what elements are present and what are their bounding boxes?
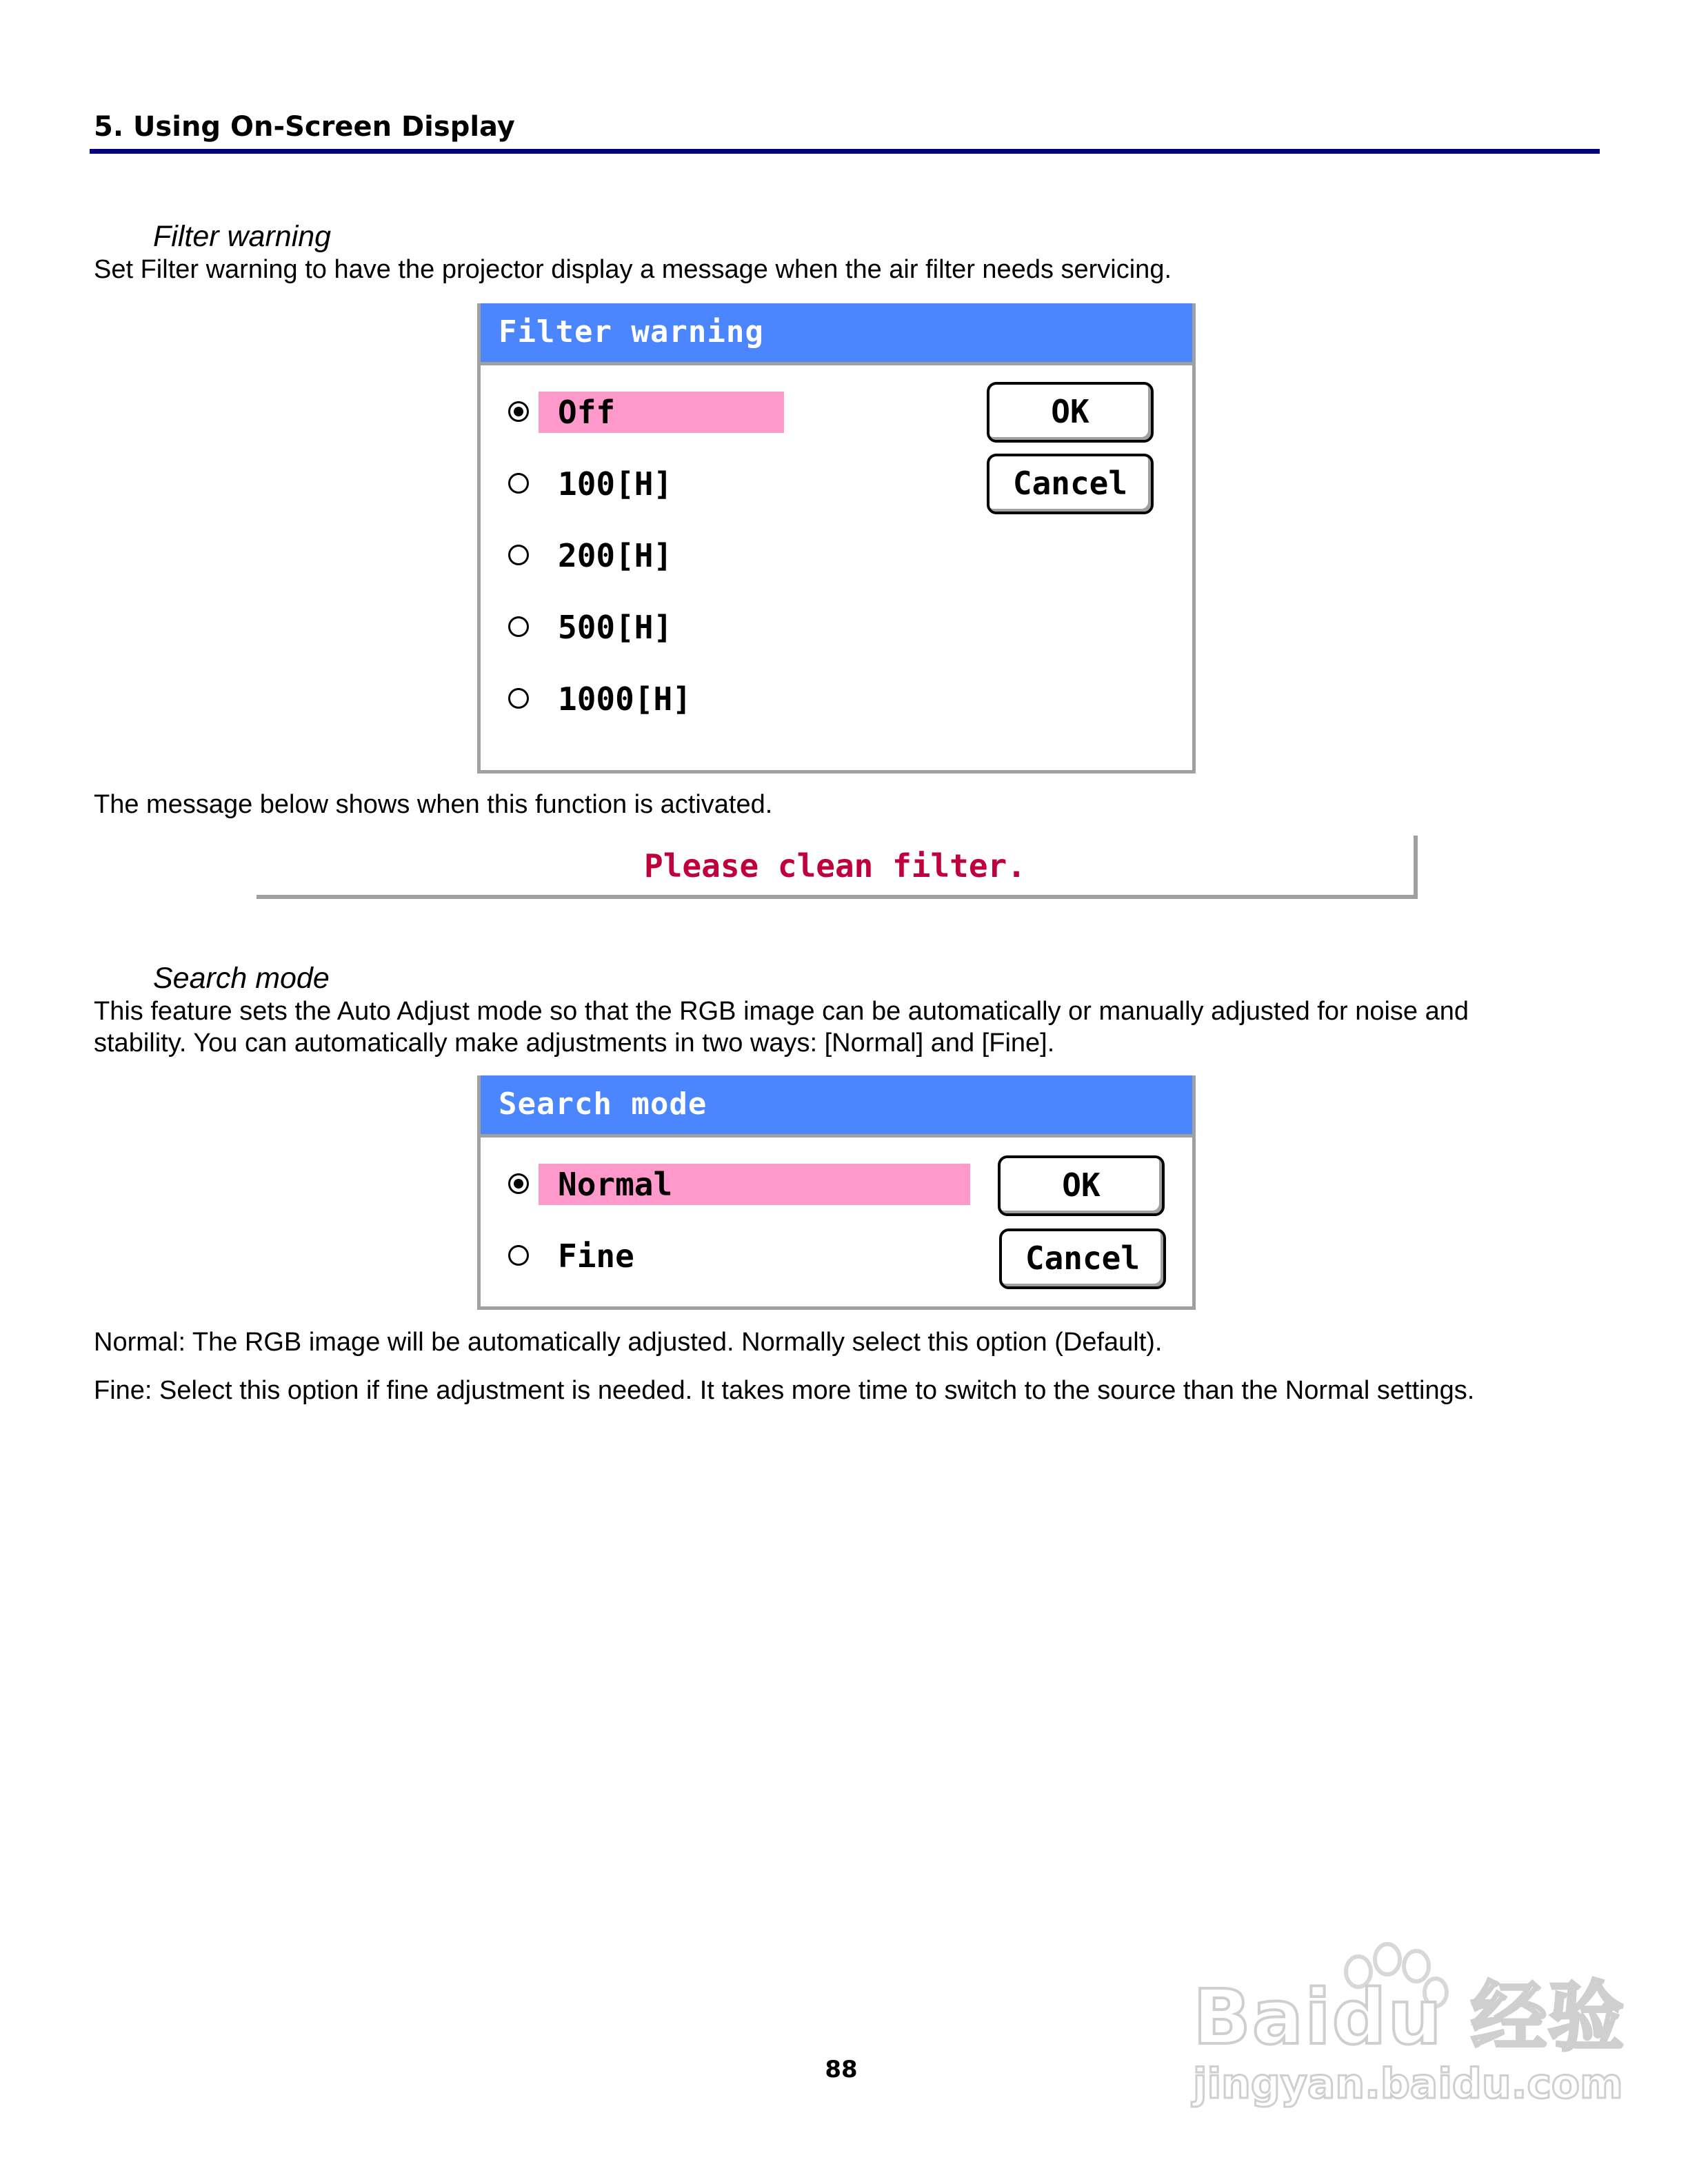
filter-option-label: 1000[H] (558, 680, 692, 718)
baidu-watermark (1193, 1923, 1626, 2110)
search-option-label: Fine (558, 1237, 634, 1275)
filter-message-text: Please clean filter. (644, 847, 1026, 884)
radio-selected-icon[interactable] (508, 401, 529, 422)
search-option-fine[interactable] (508, 1235, 977, 1278)
watermark-url: jingyan.baidu.com (1193, 2060, 1623, 2108)
filter-warning-description: Set Filter warning to have the projector display a message when the air filter needs servicing. (94, 255, 1172, 284)
watermark-brand: Baidu 经验 (1193, 1973, 1626, 2061)
search-option-label: Normal (558, 1166, 673, 1203)
filter-option-500h[interactable] (508, 607, 867, 649)
search-mode-heading: Search mode (153, 962, 330, 995)
filter-warning-dialog (477, 303, 1196, 774)
radio-icon[interactable] (508, 545, 529, 565)
search-option-normal[interactable] (508, 1164, 977, 1206)
search-mode-dialog (477, 1075, 1196, 1310)
filter-option-label: Off (558, 394, 616, 431)
page-number: 88 (825, 2056, 858, 2083)
filter-message-bar (257, 836, 1418, 899)
filter-warning-dialog-title: Filter warning (499, 314, 764, 350)
filter-option-label: 500[H] (558, 609, 673, 646)
search-mode-titlebar (481, 1075, 1192, 1138)
search-note-fine: Fine: Select this option if fine adjustment is needed. It takes more time to switch to the source than the Normal settings. (94, 1376, 1475, 1405)
section-header: 5. Using On-Screen Display (94, 111, 515, 143)
search-mode-dialog-title: Search mode (499, 1086, 707, 1122)
radio-icon[interactable] (508, 688, 529, 709)
radio-icon[interactable] (508, 616, 529, 637)
radio-icon[interactable] (508, 473, 529, 494)
cancel-button[interactable]: Cancel (999, 1228, 1166, 1289)
cancel-button[interactable]: Cancel (987, 454, 1154, 514)
search-mode-description-line1: This feature sets the Auto Adjust mode so that the RGB image can be automatically or manually adjusted for noise and (94, 997, 1469, 1026)
radio-icon[interactable] (508, 1245, 529, 1266)
filter-option-200h[interactable] (508, 535, 867, 578)
search-mode-description-line2: stability. You can automatically make adjustments in two ways: [Normal] and [Fine]. (94, 1029, 1055, 1058)
filter-option-label: 100[H] (558, 465, 673, 503)
header-rule (90, 149, 1600, 154)
filter-warning-titlebar (481, 303, 1192, 365)
filter-option-100h[interactable] (508, 463, 867, 506)
message-intro: The message below shows when this function is activated. (94, 790, 773, 819)
filter-option-label: 200[H] (558, 537, 673, 574)
ok-button[interactable]: OK (998, 1155, 1165, 1216)
radio-selected-icon[interactable] (508, 1173, 529, 1194)
filter-option-off[interactable] (508, 392, 867, 434)
filter-option-1000h[interactable] (508, 678, 867, 721)
search-note-normal: Normal: The RGB image will be automatically adjusted. Normally select this option (Default). (94, 1328, 1163, 1357)
ok-button[interactable]: OK (987, 382, 1154, 443)
filter-warning-heading: Filter warning (153, 220, 332, 253)
